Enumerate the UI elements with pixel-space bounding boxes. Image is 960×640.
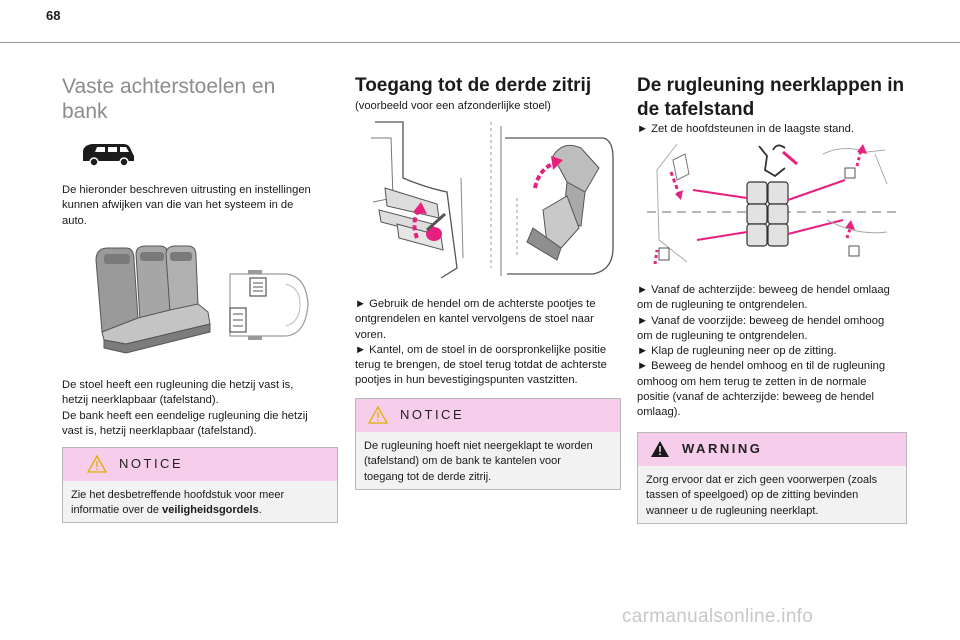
section-title: Toegang tot de derde zitrij: [355, 75, 592, 96]
van-icon: [80, 140, 136, 168]
example-note: (voorbeeld voor een afzonderlijke stoel): [355, 100, 551, 112]
notice-text: De rugleuning hoeft niet neergeklapt te worden (tafelstand) om de bank te kantelen voor toegang tot de derde zitrij.: [364, 440, 593, 483]
notice-band: [63, 448, 337, 481]
warning-band: [638, 433, 906, 466]
header-rule: [0, 42, 960, 43]
warning-text: Zorg ervoor dat er zich geen voorwerpen (zoals tassen of speelgoed) op de zitting bevinden wanneer u de rugleuning neerklapt.: [646, 474, 878, 517]
fold-instructions: ► Vanaf de achterzijde: beweeg de hendel omlaag om de rugleuning te ontgrendelen. ► Vanaf de voorzijde: beweeg de hendel omhoog om de rugleuning te ontgrendelen. ► Klap de rugleuning neer op de zitting. ► Beweeg de hendel omhoog en til de rugleuning omhoog om hem terug te zetten in de normale positie (vanaf de achterzijde: beweeg de hendel omlaag).: [637, 284, 890, 419]
rear-bench-illustration: [86, 240, 214, 358]
headrest-step: ► Zet de hoofdsteunen in de laagste stand.: [637, 123, 854, 135]
intro-text: De hieronder beschreven uitrusting en instellingen kunnen afwijken van die van het systeem in de auto.: [62, 184, 311, 227]
notice-box-seatbelts: [62, 447, 338, 523]
warning-label: WARNING: [682, 441, 763, 456]
warning-triangle-icon: [368, 406, 388, 424]
warning-triangle-icon: [650, 440, 670, 458]
bench-description: De stoel heeft een rugleuning die hetzij vast is, hetzij neerklapbaar (tafelstand). De bank heeft een eendelige rugleuning die hetzij vast is, hetzij neerklapbaar (tafelstand).: [62, 379, 308, 437]
section-title-line1: Vaste achterstoelen en: [62, 75, 276, 98]
seatbelts-term: veiligheidsgordels: [162, 504, 259, 517]
notice-label: NOTICE: [119, 456, 184, 471]
notice-box-backrest: [355, 398, 621, 490]
section-title-line2: bank: [62, 100, 108, 123]
section-title: De rugleuning neerklappen in de tafelstand: [637, 75, 905, 120]
seat-tilt-illustration: [367, 118, 617, 286]
warning-triangle-icon: [87, 455, 107, 473]
notice-label: NOTICE: [400, 407, 465, 422]
tilt-instructions: ► Gebruik de hendel om de achterste pootjes te ontgrendelen en kantel vervolgens de stoel naar voren. ► Kantel, om de stoel in de oorspronkelijke positie terug te brengen, de stoel terug totdat de achterste pootjes in hun bevestigingspunten vastzitten.: [355, 298, 607, 387]
seat-layout-diagram: [226, 266, 312, 344]
table-position-diagram: [647, 140, 897, 270]
watermark: carmanualsonline.info: [622, 606, 814, 627]
page-number: 68: [46, 8, 61, 23]
notice-text: Zie het desbetreffende hoofdstuk voor meer informatie over de veiligheidsgordels.: [71, 489, 285, 517]
section-title: [62, 74, 275, 124]
notice-band: [356, 399, 620, 432]
warning-box: [637, 432, 907, 524]
